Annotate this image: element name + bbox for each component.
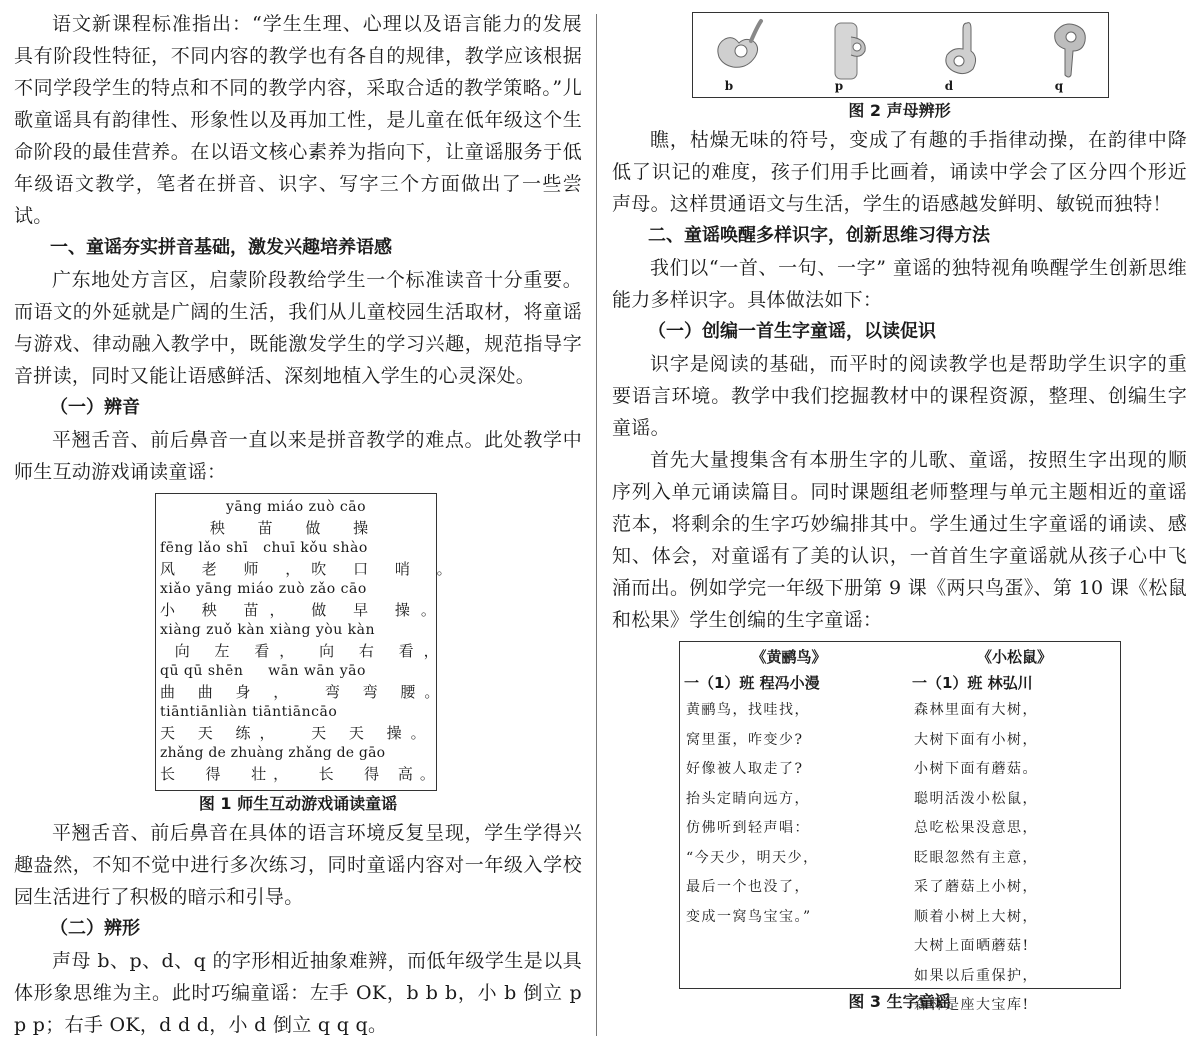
song-line: 采了蘑菇上小树， [914,879,1038,895]
song-line: 总吃松果没意思， [914,820,1038,836]
poem-hanzi-line: 长 得 壮， 长 得 高。 [160,764,442,783]
hand-letter-p: p [834,79,844,93]
section-heading-1: 一、童谣夯实拼音基础，激发兴趣培养语感 [50,237,392,258]
poem-pinyin-line: xiǎo yāng miáo zuò zǎo cāo [160,581,367,597]
song-title: 《黄鹂鸟》 [751,648,827,666]
figure-3-caption: 图 3 生字童谣 [848,992,951,1011]
song-lines [684,696,894,932]
figure-2-hand-gestures [692,12,1109,98]
poem-pinyin-line: tiāntiānliàn tiāntiāncāo [160,704,338,720]
poem-hanzi-line: 向 左 看， 向 右 看， [160,641,449,660]
song-line: 聪明活泼小松鼠， [914,790,1038,807]
poem-title-pinyin: yāng miáo zuò cāo [225,499,367,515]
poem-hanzi-line: 天 天 练， 天 天 操。 [160,723,435,742]
song-line: 好像被人取走了? [686,761,804,777]
song-lines [912,696,1117,1021]
song-line: 黄鹂鸟，找哇找， [686,702,810,718]
song-line: 顺着小树上大树， [914,908,1038,925]
paragraph-three-views: 我们以“一首、一句、一字” 童谣的独特视角唤醒学生创新思维能力多样识字。具体做法如下： [612,257,1187,311]
song-line: 变成一窝鸟宝宝。” [686,908,812,925]
song-line: “今天少，明天少， [686,849,819,866]
poem-pinyin-line: xiàng zuǒ kàn xiàng yòu kàn [160,622,376,638]
poem-hanzi-line: 风 老 师 ，吹 口 哨 。 [160,559,463,578]
figure-2-caption: 图 2 声母辨形 [848,101,951,120]
poem-pinyin-line: zhǎng de zhuàng zhǎng de gāo [160,745,386,761]
song-line: 抬头定睛向远方， [686,790,810,807]
song-line: 仿佛听到轻声唱： [686,820,810,836]
song-line: 最后一个也没了， [686,879,810,895]
paragraph-dialect: 广东地处方言区，启蒙阶段教给学生一个标准读音十分重要。而语文的外延就是广阔的生活，我们从儿童校园生活取材，将童谣与游戏、律动融入教学中，既能激发学生的学习兴趣，规范指导字音拼读，同时又能让语感鲜活、深刻地植入学生的心灵深处。 [14,269,582,387]
song-oriole [684,642,894,932]
paragraph-pinyin-difficulty: 平翘舌音、前后鼻音一直以来是拼音教学的难点。此处教学中师生互动游戏诵读童谣： [14,429,582,483]
hand-gesture-p-icon [821,17,881,81]
poem-title: 秧 苗 做 操 [209,518,383,537]
paragraph-finger-rhythm: 瞧，枯燥无味的符号，变成了有趣的手指律动操，在韵律中降低了识记的难度，孩子们用手比画着，诵读中学会了区分四个形近声母。这样贯通语文与生活，学生的语感越发鲜明、敏锐而独特！ [612,129,1187,215]
song-line: 森林是座大宝库! [914,997,1030,1013]
hand-letter-b: b [724,79,734,93]
paragraph-collect-songs: 首先大量搜集含有本册生字的儿歌、童谣，按照生字出现的顺序列入单元诵读篇目。同时课题组老师整理与单元主题相近的童谣范本，将剩余的生字巧妙编排其中。学生通过生字童谣的诵读、感知、体会，对童谣有了美的认识，一首首生字童谣就从孩子心中飞涌而出。例如学完一年级下册第 9 课《两只鸟蛋》、第 10 课《松鼠和松果》学生创编的生字童谣： [612,449,1187,631]
song-line: 窝里蛋，咋变少? [686,731,804,748]
subheading-compose-song: （一）创编一首生字童谣，以读促识 [648,321,936,342]
song-line: 大树下面有小树， [914,731,1038,748]
song-line: 森林里面有大树， [914,702,1038,718]
hand-gesture-q-icon [1041,17,1101,81]
song-title: 《小松鼠》 [976,648,1052,666]
poem-pinyin-line: qū qū shēn wān wān yāo [160,663,366,679]
song-line: 如果以后重保护， [914,967,1038,984]
hand-letter-q: q [1054,79,1064,93]
poem-hanzi-line: 曲 曲 身 ， 弯 弯 腰。 [160,682,449,701]
song-squirrel [912,642,1117,1021]
poem-hanzi-line: 小 秧 苗， 做 早 操。 [160,600,447,619]
figure-1-caption: 图 1 师生互动游戏诵读童谣 [198,794,398,813]
subheading-shape: （二）辨形 [50,918,140,939]
poem-pinyin-line: fēng lǎo shī chuī kǒu shào [160,540,368,556]
left-column [14,8,582,1041]
song-author: 一（1）班 程冯小漫 [684,674,820,692]
section-heading-2: 二、童谣唤醒多样识字，创新思维习得方法 [648,225,990,246]
right-column [612,8,1187,1015]
paragraph-literacy-basis: 识字是阅读的基础，而平时的阅读教学也是帮助学生识字的重要语言环境。教学中我们挖掘教材中的课程资源，整理、创编生字童谣。 [612,353,1187,439]
song-author: 一（1）班 林弘川 [912,674,1033,692]
hand-gesture-b-icon [711,17,771,81]
song-line: 小树下面有蘑菇。 [914,761,1038,777]
intro-paragraph: 语文新课程标准指出：“学生生理、心理以及语言能力的发展具有阶段性特征，不同内容的教学也有各自的规律，教学应该根据不同学段学生的特点和不同的教学内容，采取合适的教学策略。”儿歌童谣具有韵律性、形象性以及再加工性，是儿童在低年级这个生命阶段的最佳营养。在以语文核心素养为指向下，让童谣服务于低年级语文教学，笔者在拼音、识字、写字三个方面做出了一些尝试。 [14,13,582,227]
paragraph-bpdq: 声母 b、p、d、q 的字形相近抽象难辨，而低年级学生是以具体形象思维为主。此时巧编童谣：左手 OK，b b b，小 b 倒立 p p p；右手 OK，d d d，小 d 倒立 q q q。 [14,950,582,1036]
song-line: 大树上面晒蘑菇! [914,938,1030,954]
paragraph-repetition: 平翘舌音、前后鼻音在具体的语言环境反复呈现，学生学得兴趣盎然，不知不觉中进行多次练习，同时童谣内容对一年级入学校园生活进行了积极的暗示和引导。 [14,822,582,908]
hand-gesture-d-icon [931,17,991,81]
song-line: 眨眼忽然有主意， [914,849,1038,866]
column-divider [596,14,597,1036]
hand-letter-d: d [944,79,954,93]
figure-1-poem-box [155,493,463,791]
subheading-pronunciation: （一）辨音 [50,397,140,418]
